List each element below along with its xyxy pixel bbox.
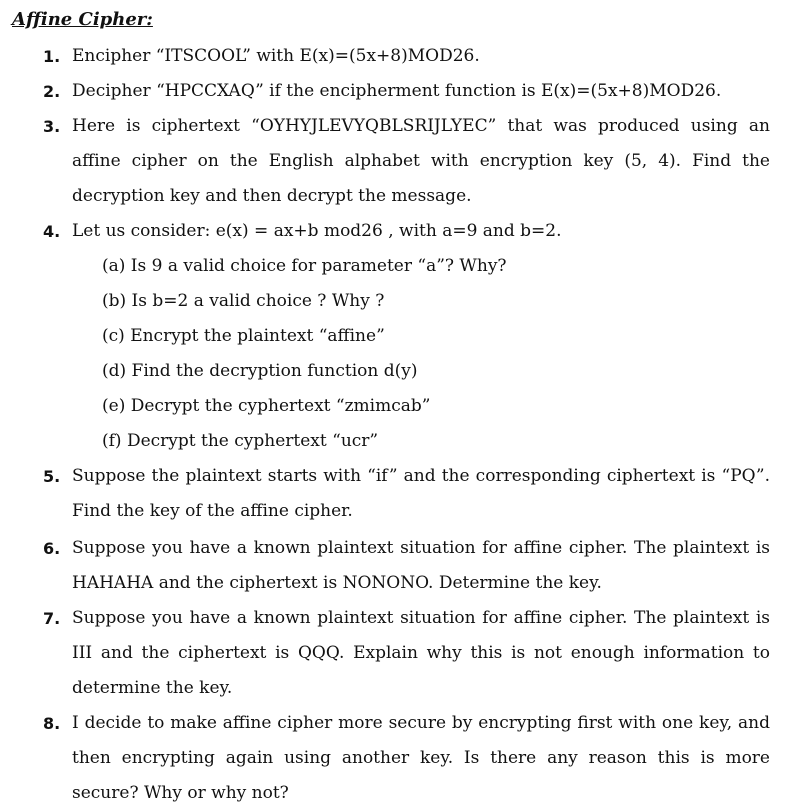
question-text: Let us consider: e(x) = ax+b mod26 , with a=9 and b=2. [72,221,562,241]
question-number: 3. [43,117,61,136]
question-4 [34,214,770,249]
question-7 [34,601,770,706]
subpart-a: (a) Is 9 a valid choice for parameter “a”? Why? [102,256,507,276]
question-text: I decide to make affine cipher more secure by encrypting first with one key, and then encrypting again using another key. Is there any reason this is more secure? Why or why not? [72,713,770,803]
question-text: Suppose the plaintext starts with “if” and the corresponding ciphertext is “PQ”. Find the key of the affine cipher. [72,466,770,521]
question-number: 7. [43,609,61,628]
question-text: Here is ciphertext “OYHYJLEVYQBLSRIJLYEC” that was produced using an affine cipher on the English alphabet with encryption key (5, 4). Find the decryption key and then decrypt the message. [72,116,770,206]
question-number: 6. [43,539,61,558]
page-title: Affine Cipher: [12,9,153,30]
question-text: Encipher “ITSCOOL” with E(x)=(5x+8)MOD26. [72,46,480,66]
question-8 [34,706,770,811]
question-text: Decipher “HPCCXAQ” if the encipherment function is E(x)=(5x+8)MOD26. [72,81,722,101]
question-number: 8. [43,714,61,733]
question-2 [34,74,770,109]
subpart-c: (c) Encrypt the plaintext “affine” [102,326,385,346]
question-5 [34,459,770,529]
subpart-f: (f) Decrypt the cyphertext “ucr” [102,431,379,451]
subpart-b: (b) Is b=2 a valid choice ? Why ? [102,291,385,311]
subpart-e: (e) Decrypt the cyphertext “zmimcab” [102,396,431,416]
question-text: Suppose you have a known plaintext situation for affine cipher. The plaintext is HAHAHA and the ciphertext is NONONO. Determine the key. [72,538,770,593]
question-number: 4. [43,222,61,241]
question-6 [34,531,770,601]
question-number: 2. [43,82,61,101]
question-number: 1. [43,47,61,66]
question-number: 5. [43,467,61,486]
question-3 [34,109,770,214]
question-1 [34,39,770,74]
subpart-d: (d) Find the decryption function d(y) [102,361,418,381]
question-text: Suppose you have a known plaintext situation for affine cipher. The plaintext is III and the ciphertext is QQQ. Explain why this is not enough information to determine the key. [72,608,770,698]
